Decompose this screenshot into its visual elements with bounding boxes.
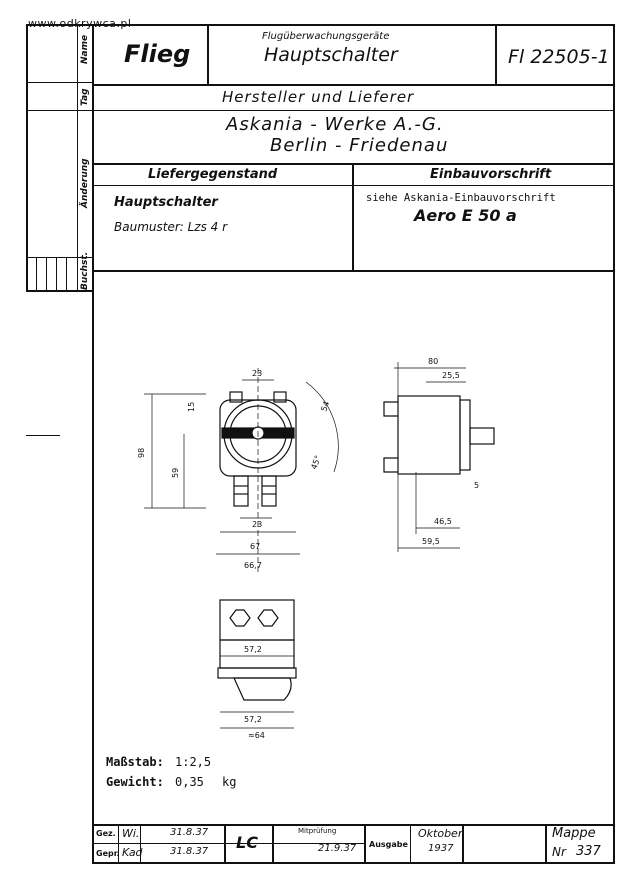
- mappe-label: Mappe: [552, 826, 596, 841]
- footer-col-6: [410, 824, 411, 864]
- mitpruefung-date: 21.9.37: [318, 843, 357, 854]
- frame-top: [92, 24, 615, 26]
- gez-name: Wi.: [122, 827, 140, 840]
- dim-front-total: 98: [137, 447, 146, 458]
- manufacturer-heading: Hersteller und Lieferer: [222, 88, 415, 106]
- frame-bottom: [92, 862, 615, 864]
- side-label-name: Name: [80, 34, 90, 64]
- lc-mark: LC: [236, 833, 258, 852]
- mitpruefung-label: Mitprüfung: [298, 827, 337, 835]
- side-label-aenderung: Änderung: [80, 158, 90, 208]
- dim-bottom-2: 57,2: [244, 715, 262, 724]
- supply-model: Baumuster: Lzs 4 r: [114, 220, 228, 234]
- subject-title: Hauptschalter: [264, 44, 398, 66]
- header-bottom-line: [92, 84, 615, 86]
- switch-label-off: AUS: [228, 427, 241, 434]
- hex-nut-right: [258, 610, 278, 626]
- side-view-shaft: [470, 428, 494, 444]
- technical-drawing: [94, 272, 613, 822]
- header-divider-1: [207, 24, 209, 84]
- dim-front-bottom-outer: 67: [250, 542, 261, 551]
- drawing-number: Fl 22505-1: [508, 46, 610, 68]
- hex-nut-left: [230, 610, 250, 626]
- footer-col-8: [545, 824, 547, 864]
- ausgabe-month: Oktober: [418, 827, 463, 840]
- dim-front-bottom-tol: 66,7: [244, 561, 262, 570]
- strip-divider: [77, 24, 78, 290]
- gez-label: Gez.: [96, 829, 116, 838]
- dim-bottom-3: ≈64: [248, 731, 265, 740]
- weight-value: 0,35: [175, 775, 204, 789]
- dim-front-small: 15: [187, 401, 196, 412]
- mappe-no-label: Nr: [552, 845, 566, 859]
- gez-date: 31.8.37: [170, 827, 209, 838]
- dim-front-arc: 54: [319, 400, 332, 413]
- gepr-name: Kad: [122, 846, 143, 859]
- weight-unit: kg: [222, 775, 237, 789]
- footer-col-5: [364, 824, 366, 864]
- scale-label: Maßstab:: [106, 755, 164, 769]
- strip-row-2: [26, 110, 94, 111]
- manufacturer-name: Askania - Werke A.-G.: [226, 114, 444, 135]
- manufacturer-city: Berlin - Friedenau: [270, 135, 449, 156]
- dim-side-bottom-2: 59,5: [422, 537, 440, 546]
- side-label-buchst: Buchst.: [80, 251, 90, 290]
- footer-top-line: [92, 824, 615, 826]
- strip-col-2: [46, 257, 47, 290]
- frame-right: [613, 24, 615, 864]
- installation-model: Aero E 50 a: [414, 206, 517, 225]
- strip-row-1: [26, 82, 94, 83]
- header-divider-2: [495, 24, 497, 84]
- dim-side-small: 5: [474, 481, 480, 490]
- dim-front-mid: 59: [171, 467, 180, 478]
- mappe-number: 337: [576, 844, 601, 859]
- weight-label: Gewicht:: [106, 775, 164, 789]
- supply-heading: Liefergegenstand: [148, 167, 278, 182]
- installation-heading: Einbauvorschrift: [430, 167, 552, 182]
- dim-side-top: 80: [428, 357, 439, 366]
- ausgabe-year: 1937: [428, 843, 454, 854]
- punch-mark: [26, 435, 60, 436]
- footer-col-4: [272, 824, 274, 864]
- side-label-tag: Tag: [80, 88, 90, 106]
- gepr-date: 31.8.37: [170, 846, 209, 857]
- installation-ref: siehe Askania-Einbauvorschrift: [366, 192, 556, 204]
- strip-col-1: [36, 257, 37, 290]
- dim-side-top-inner: 25,5: [442, 371, 460, 380]
- footer-col-3: [224, 824, 226, 864]
- gepr-label: Gepr.: [96, 849, 120, 858]
- maker-title: Flieg: [124, 40, 191, 68]
- scale-value: 1:2,5: [175, 755, 212, 769]
- front-connector-left: [234, 476, 248, 506]
- dim-front-angle: 45°: [309, 454, 323, 471]
- manufacturer-heading-line: [92, 110, 615, 111]
- strip-top: [26, 24, 94, 26]
- dim-front-top: 23: [252, 369, 263, 378]
- category-label: Flugüberwachungsgeräte: [262, 31, 390, 42]
- dim-front-bottom-inner: 23: [252, 520, 263, 529]
- bottom-view-flange: [218, 668, 296, 678]
- ausgabe-label: Ausgabe: [369, 840, 408, 849]
- strip-col-4: [66, 257, 67, 290]
- strip-bottom: [26, 290, 94, 292]
- strip-col-3: [56, 257, 57, 290]
- switch-label-on: EIN: [276, 427, 287, 434]
- dim-bottom-1: 57,2: [244, 645, 262, 654]
- front-connector-right: [262, 476, 276, 506]
- footer-col-1: [118, 824, 119, 864]
- dim-side-bottom-1: 46,5: [434, 517, 452, 526]
- side-view-body: [398, 396, 460, 474]
- supply-item: Hauptschalter: [114, 195, 218, 210]
- strip-left: [26, 24, 28, 290]
- supply-divider: [352, 163, 354, 271]
